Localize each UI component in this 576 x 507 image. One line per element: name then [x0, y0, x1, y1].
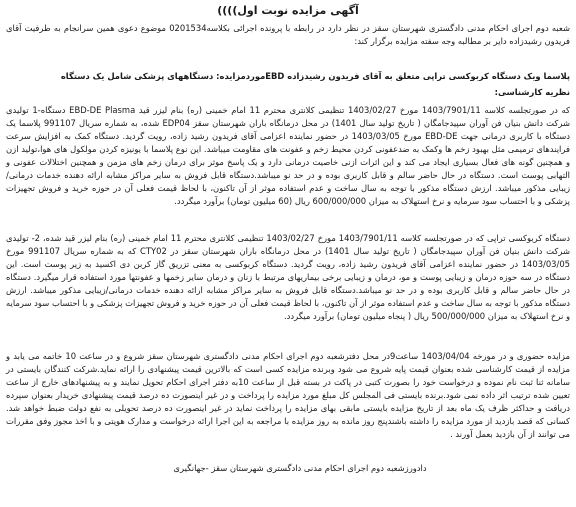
expert-paragraph-1: که در صورتجلسه کلاسه 1403/7901/11 مورخ 1403/02/27 تنظیمی کلانتری محترم 11 امام خمینی (ره) بنام لیزر قید EBD-DE Plasma دستگاه-1 تولیدی شرکت دانش بنیان فن آوران سپیدجامگان ( تاریخ تولید سال 1401) در محل درمانگاه باران شهرستان سقز EDP04 شده، به شماره سریال 991107 پلاسما یک دستگاه با کاربری درمانی جهت EBD-DE مورخ 1403/03/05 در حضور نماینده اعزامی آقای فریدون رشید زاده، رویت گردید. دستگاه کمک به افزایش سرعت فرایندهای ترمیمی مثل بهبود زخم ها وکمک به ضدعفونی کردن محیط زخم و عفونت های مقاومت میباشد. این نوع پلاسما با یونیزه کردن مولکول های هوا،تولید ازن و همچنین گونه های فعال بسیاری ایجاد می کند و این اثرات ازنی خاصیت درمانی دارد و یک پاسخ موثر برای درمان زخم های مزمن و همچنین اختلالات عفونی و التهابی پوست است. دستگاه در حال حاضر سالم و قابل کاربری بوده و در حد نو میباشد.دستگاه قابل فروش به سایر مراکز مشابه ارائه دهنده خدمات درمانی/زیبایی مذکور میباشد. ارزش دستگاه مذکور با توجه به سال ساخت و عدم استفاده موثر از آن تاکنون، با لحاظ قیمت فعلی آن در حوزه خرید و فروش تجهیزات پزشکی و با احتساب سود سرمایه و نرخ استهلاک به میزان 600/000/000 ریال (60 میلیون تومان) برآورد میگردد.: [6, 105, 571, 206]
signature-line: دادورزشعبه دوم اجرای احکام مدنی دادگستری شهرستان سقز -جهانگیری: [173, 463, 427, 473]
expert-paragraph-2: دستگاه کربوکسی تراپی که در صورتجلسه کلاسه 1403/7901/11 مورخ 1403/02/27 تنظیمی کلانتری محترم 11 امام خمینی (ره) بنام لیزر قید شده، 2- تولیدی شرکت دانش بنیان فن آوران سپیدجامگان ( تاریخ تولید سال 1401) در محل درمانگاه باران شهرستان سقز در CTY02 که به شماره سریال 991107 مورخ 1403/03/05 در حضور نماینده اعزامی آقای فریدون رشید زاده، رویت گردید. دستگاه کربوکسی به معنی تزریق گاز کربن دی اکسید به زیر پوست است. این دستگاه در سه حوزه درمان و زیبایی پوست و مو، درمان و زیبایی برخی بیماریهای مرتبط با زنان و درمان سایر زخمها و عفونتها مورد استفاده قرار میگیرد. دستگاه در حال حاضر سالم و قابل کاربری بوده و در حد نو میباشد.دستگاه قابل فروش به سایر مراکز مشابه ارائه دهنده خدمات درمانی/زیبایی مذکور میباشد. ارزش دستگاه مذکور با توجه به سال ساخت و عدم استفاده موثر از آن تاکنون، با لحاظ قیمت فعلی آن در حوزه خرید و فروش تجهیزات پزشکی و با احتساب سود سرمایه و نرخ استهلاک به میزان 500/000/000 ریال ( پنجاه میلیون تومان) برآورد میگردد.: [6, 233, 570, 321]
auction-paragraph: مزایده حضوری و در مورخه 1403/04/04 ساعت9در محل دفترشعبه دوم اجرای احکام مدنی دادگستری شهرستان سقز شروع و در ساعت 10 خاتمه می یابد و مزایده از قیمت کارشناسی شده بعنوان قیمت پایه شروع می شود وبرنده مزایده کسی است که بالاترین قیمت پیشنهادی را ارائه نماید.شرکت کنندگان بایستی در سامانه ثنا ثبت نام نموده و درخواست خود را بصورت کتبی در پاکت در بسته قبل از ساعت 10به دفتر اجرای احکام تحویل نمایند و به پیشنهادهای خارج از ساعت تعیین شده ترتیب اثر داده نمی شود.برنده بایستی فی المجلس کل مبلغ مورد مزایده را پرداخت و در غیر اینصورت ده درصد قیمت پیشنهادی خریدار بعنوان سپرده دریافت و حداکثر ظرف یک ماه بعد از تاریخ مزایده بایستی مابقی بهای مزایده را پرداخت نماید در غیر اینصورت ده درصد تحویلی به نفع دولت ضبط خواهد شد. کسانی که قصد بازدید از مورد مزایده را داشته باشندپنج روز مانده به روز مزایده با مراجعه به این اجرا ارائه درخواست و مدارک هویتی و با اخذ مجوز وفق مقررات می توانند از آن بازدید بعمل آورند .: [6, 351, 570, 439]
subject-line: پلاسما ویک دستگاه کربوکسی تراپی متعلق به آقای فریدون رشیدزاده EBDموردمزایده: دستگاههای پزشکی شامل یک دستگاه: [60, 71, 570, 81]
expert-heading: نظریه کارشناسی:: [494, 87, 570, 97]
notice-title: آگهی مزایده نوبت اول)))): [217, 4, 359, 17]
intro-paragraph: شعبه دوم اجرای احکام مدنی دادگستری شهرستان سقز در نظر دارد در رابطه با پرونده اجرائی بکلاسه0201534 موضوع دعوی همین سرانجام به طرفیت آقای فریدون رشیدزاده دایر بر مطالبه وجه سفته مزایده برگزار کند:: [6, 23, 570, 46]
